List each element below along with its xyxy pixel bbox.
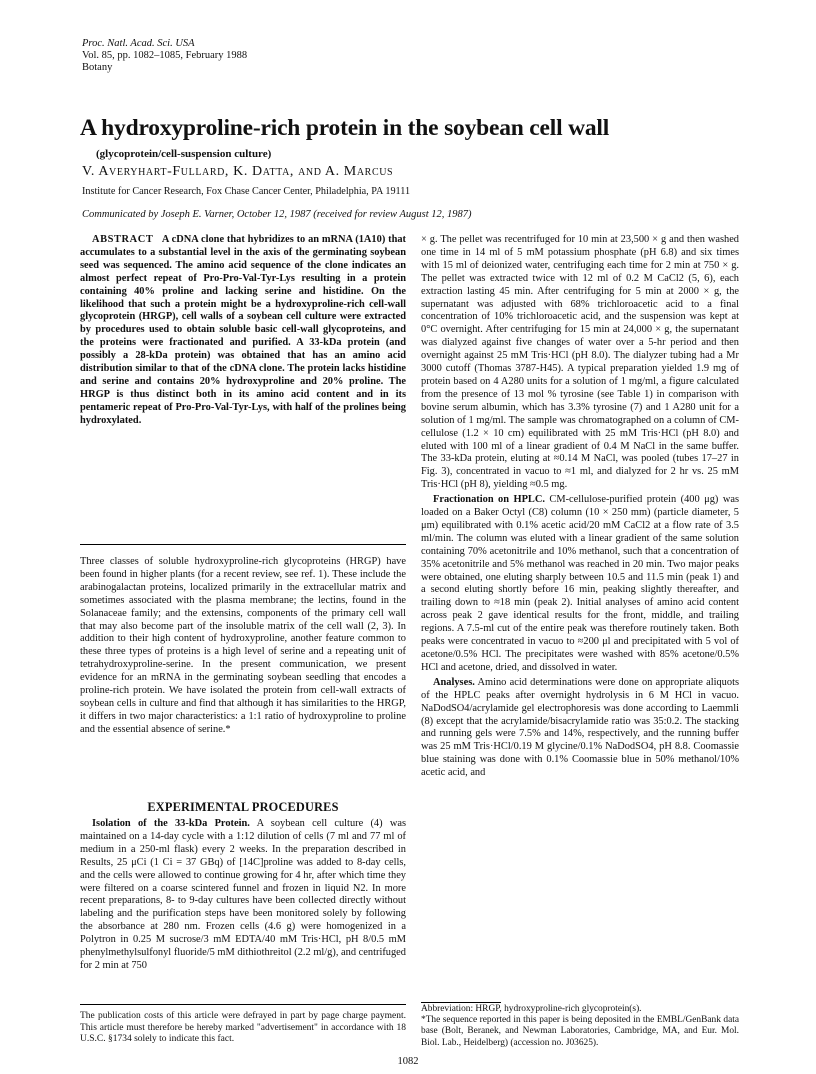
charge-note-divider: [80, 1004, 406, 1005]
abbreviation-footnote: Abbreviation: HRGP, hydroxyproline-rich glycoprotein(s).: [421, 1004, 642, 1014]
article-title: A hydroxyproline-rich protein in the soybean cell wall: [80, 115, 610, 141]
abstract-divider: [80, 544, 406, 545]
footnotes: [421, 1004, 739, 1049]
sequence-footnote: *The sequence reported in this paper is being deposited in the EMBL/GenBank data base (Bolt, Beranek, and Newman Laboratories, Cambridge, MA, and Eur. Mol. Biol. Lab., Heidelberg) (accession no. J03625).: [421, 1015, 739, 1048]
isolation-heading: Isolation of the 33-kDa Protein.: [92, 818, 250, 829]
isolation-continuation: × g. The pellet was recentrifuged for 10 min at 23,500 × g and then washed one time in 14 ml of 5 mM potassium phosphate (pH 6.8) and six times with 15 ml of deionized water, centrifuging each time for 2 min at 750 × g. The pellet was extracted twice with 12 ml of 0.2 M CaCl2 (5, 6), each extraction lasting 45 min. After centrifuging for 5 min at 2000 × g, the supernatant was adjusted with 68% trichloroacetic acid to a final concentration of 10% trichloroacetic acid, and the suspension was kept at 0°C overnight. After centrifuging for 15 min at 24,000 × g, the supernatant was dialyzed against five changes of water over a 5-hr period and then overnight against 25 mM Tris·HCl (pH 8.0). The dialyzer tubing had a Mr 3000 cutoff (Thomas 3787-H45). A typical preparation yielded 1.9 mg of protein based on 4 A280 units for a solution of 1 mg/ml, a figure calculated from the presence of 13 mol % tyrosine (see Table 1) in comparison with bovine serum albumin, which has 3.3% tyrosine (7) and 1 A280 unit for a solution of 1 mg/ml. The sample was chromatographed on a column of CM-cellulose (1.2 × 10 cm) equilibrated with 25 mM Tris·HCl (pH 8.0) and eluted with 100 ml of a linear gradient of 0.4 M NaCl in the same buffer. The 33-kDa protein, eluting at ≈0.14 M NaCl, was pooled (tubes 17–27 in Fig. 3), concentrated in vacuo to ≈1 ml, and dialyzed for 2 hr vs. 25 mM Tris·HCl (pH 8), yielding ≈0.5 mg.: [421, 234, 739, 491]
footnote-divider: [421, 1002, 501, 1003]
journal-volume: Vol. 85, pp. 1082–1085, February 1988: [82, 50, 248, 61]
isolation-text: A soybean cell culture (4) was maintained on a 14-day cycle with a 1:12 dilution of cells (7 ml and 77 ml of medium in a 250-ml flask) every 2 weeks. In the preparation described in Results, 25 μCi (1 Ci = 37 GBq) of [14C]proline was added to 8-day cells, and the cells were allowed to continue growing for 4 hr, after which time they were filtered on a coarse scintered funnel and frozen in liquid N2. In more recent preparations, 8- to 9-day cultures have been collected directly without labeling and the purification steps have been monitored solely by following the absorbance at 280 nm. Frozen cells (4.6 g) were homogenized in a Polytron in 0.25 M sucrose/3 mM EDTA/40 mM Tris·HCl, pH 8/0.5 mM phenylmethylsulfonyl fluoride/5 mM dithiothreitol (2.2 ml/g), and centrifuged for 2 min at 750: [80, 818, 407, 971]
analyses-heading: Analyses.: [433, 676, 475, 688]
introduction-text: Three classes of soluble hydroxyproline-rich glycoproteins (HRGP) have been found in higher plants (for a recent review, see ref. 1). These include the arabinogalactan proteins, localized primarily in the extracellular matrix and sometimes associated with the plasma membrane; the lectins, found in the Solanaceae family; and the extensins, components of the primary cell wall that may also become part of the insoluble matrix of the cell wall (2, 3). In addition to their high content of hydroxyproline, another feature common to these three types of proteins is a high level of serine and a repeating unit of tetrahydroxyproline-serine. In the present communication, we present evidence for an mRNA in the germinating soybean seedling that encodes a proline-rich protein. We have isolated the protein from cell-wall extracts of soybean cells in culture and find that although it has similarities to the HRGP, it differs in two major characteristics: a 1:1 ratio of hydroxyproline to proline and the essential absence of serine.*: [80, 556, 406, 735]
publication-charge-note: The publication costs of this article were defrayed in part by page charge payment. This article must therefore be hereby marked "advertisement" in accordance with 18 U.S.C. §1734 solely to indicate this fact.: [80, 1011, 406, 1044]
communicated-by: Communicated by Joseph E. Varner, October 12, 1987 (received for review August 12, 1987): [82, 209, 472, 220]
introduction: [80, 556, 406, 737]
page-number: 1082: [397, 1056, 419, 1067]
abstract-text: A cDNA clone that hybridizes to an mRNA (1A10) that accumulates to a substantial level in the axis of the germinating soybean seed was sequenced. The amino acid sequence of the clone indicates an almost perfect repeat of Pro-Pro-Val-Tyr-Lys resulting in a protein containing 40% proline and lacking serine and histidine. On the likelihood that such a protein might be a hydroxyproline-rich cell-wall glycoprotein (HRGP), cell walls of a soybean cell culture were extracted by procedures used to obtain soluble basic cell-wall glycoproteins, and the proteins were fractionated and purified. A 33-kDa protein (and possibly a 28-kDa protein) was obtained that has an amino acid distribution similar to that of the cDNA clone. The protein lacks histidine and serine and contains 20% hydroxyproline and 20% proline. The HRGP is thus distinct both in its amino acid content and in its pentameric repeat of Pro-Pro-Val-Tyr-Lys, with half of the prolines being hydroxylated.: [80, 234, 407, 426]
journal-section: Botany: [82, 62, 113, 73]
institution: Institute for Cancer Research, Fox Chase Cancer Center, Philadelphia, PA 19111: [82, 186, 411, 197]
authors: V. Averyhart-Fullard, K. Datta, and A. Marcus: [82, 164, 394, 179]
hplc-text: CM-cellulose-purified protein (400 μg) was loaded on a Baker Octyl (C8) column (10 × 250 mm) (particle diameter, 5 μm) equilibrated with 0.1% acetic acid/20 mM CaCl2 at a flow rate of 3.5 ml/min. The column was eluted with a linear gradient of the same solution containing 70% acetonitrile and 10% methanol, such that a concentration of 35% acetonitrile and 5% methanol was reached in 20 min. Two major peaks were obtained, one eluting sharply between 10.5 and 11.5 min (peak 1) and a second eluting shortly before 16 min, peaking slightly thereafter, and trailing down to ≈18 min (peak 2). Initial analyses of amino acid content across peak 2 gave identical results for the front, middle, and trailing regions. A 7.5-ml cut of the entire peak was therefore routinely taken. Both peaks were concentrated in vacuo to ≈200 μl and precipitated with 5 vol of acetone/0.5% HCl. The precipitates were washed with 85% acetone/0.5% HCl and acetone, dried, and dissolved in water.: [421, 494, 739, 673]
hplc-heading: Fractionation on HPLC.: [433, 494, 545, 506]
right-column: [421, 234, 739, 780]
journal-name: Proc. Natl. Acad. Sci. USA: [82, 38, 195, 49]
analyses-text: Amino acid determinations were done on appropriate aliquots of the HPLC peaks after overnight hydrolysis in 6 M HCl in vacuo. NaDodSO4/acrylamide gel electrophoresis was done according to Laemmli (8) except that the acrylamide/bisacrylamide ratio was 35:0.2. The stacking and running gels were 7.5% and 14%, respectively, and the running buffer was 25 mM Tris·HCl/0.19 M glycine/0.1% NaDodSO4, pH 8.8. Coomassie blue staining was done with 0.1% Coomassie blue in 50% methanol/10% acetic acid, and: [421, 676, 739, 779]
isolation-section: [80, 818, 406, 973]
abstract: [80, 234, 406, 428]
abstract-label: ABSTRACT: [92, 234, 154, 245]
experimental-procedures-heading: EXPERIMENTAL PROCEDURES: [147, 800, 339, 814]
keywords: (glycoprotein/cell-suspension culture): [96, 148, 272, 160]
